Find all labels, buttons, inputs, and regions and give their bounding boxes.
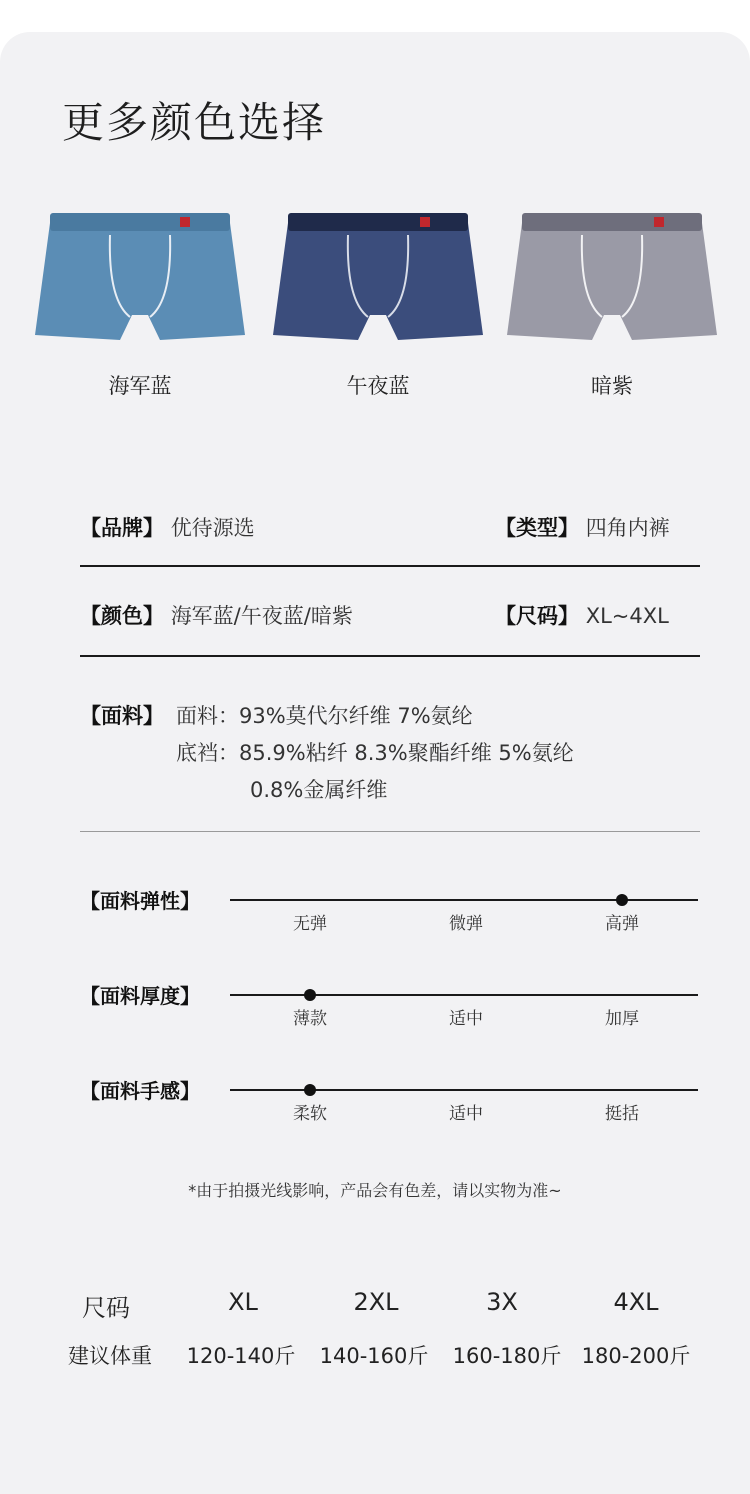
type-value: 四角内裤 bbox=[585, 516, 670, 540]
type-group bbox=[495, 512, 670, 542]
fabric-line-1: 面料：93%莫代尔纤维 7%氨纶 bbox=[176, 704, 473, 728]
spec-row-fabric bbox=[80, 700, 700, 802]
scale-marker bbox=[304, 989, 316, 1001]
scale-tick: 挺括 bbox=[605, 1104, 639, 1124]
color-swatch-purple[interactable] bbox=[502, 205, 722, 398]
color-label: 【颜色】 bbox=[80, 604, 164, 628]
scale-tick: 适中 bbox=[449, 1009, 483, 1029]
weight-cell: 140-160斤 bbox=[319, 1344, 429, 1368]
divider bbox=[80, 655, 700, 657]
scale-tick: 高弹 bbox=[605, 914, 639, 934]
size-label: 【尺码】 bbox=[495, 604, 579, 628]
size-cell: 4XL bbox=[613, 1288, 659, 1316]
scale-label: 【面料手感】 bbox=[80, 1079, 200, 1103]
scale-tick: 无弹 bbox=[293, 914, 327, 934]
fabric-line-3: 0.8%金属纤维 bbox=[250, 778, 388, 802]
boxer-image bbox=[268, 205, 488, 355]
boxer-image bbox=[502, 205, 722, 355]
size-cell: 3X bbox=[486, 1288, 518, 1316]
scale-label: 【面料厚度】 bbox=[80, 984, 200, 1008]
divider bbox=[80, 565, 700, 567]
weight-cell: 160-180斤 bbox=[452, 1344, 562, 1368]
divider bbox=[80, 831, 700, 832]
page-title: 更多颜色选择 bbox=[62, 98, 327, 147]
color-swatch-midnight[interactable] bbox=[268, 205, 488, 398]
scale-line bbox=[230, 1089, 698, 1091]
color-value: 海军蓝/午夜蓝/暗紫 bbox=[170, 604, 353, 628]
size-header: 尺码 bbox=[82, 1294, 130, 1322]
boxer-image bbox=[30, 205, 250, 355]
spec-row-color bbox=[80, 600, 700, 630]
type-label: 【类型】 bbox=[495, 516, 579, 540]
weight-header: 建议体重 bbox=[68, 1344, 152, 1368]
brand-label: 【品牌】 bbox=[80, 516, 164, 540]
scale-thickness bbox=[80, 980, 700, 1050]
scale-tick: 微弹 bbox=[449, 914, 483, 934]
scale-line bbox=[230, 994, 698, 996]
size-cell: XL bbox=[228, 1288, 258, 1316]
fabric-line-2: 底裆：85.9%粘纤 8.3%聚酯纤维 5%氨纶 bbox=[176, 741, 574, 765]
scale-marker bbox=[616, 894, 628, 906]
weight-cell: 120-140斤 bbox=[186, 1344, 296, 1368]
spec-row-brand bbox=[80, 512, 700, 542]
brand-value: 优待源选 bbox=[170, 516, 255, 540]
weight-cell: 180-200斤 bbox=[581, 1344, 691, 1368]
scale-tick: 薄款 bbox=[293, 1009, 327, 1029]
size-value: XL~4XL bbox=[585, 604, 669, 628]
scale-tick: 加厚 bbox=[605, 1009, 639, 1029]
size-cell: 2XL bbox=[353, 1288, 399, 1316]
color-disclaimer: *由于拍摄光线影响，产品会有色差，请以实物为准~ bbox=[188, 1181, 562, 1200]
color-swatch-navy[interactable] bbox=[30, 205, 250, 398]
scale-marker bbox=[304, 1084, 316, 1096]
scale-tick: 柔软 bbox=[293, 1104, 327, 1124]
color-name: 海军蓝 bbox=[108, 374, 172, 398]
color-name: 午夜蓝 bbox=[346, 374, 410, 398]
scale-elasticity bbox=[80, 885, 700, 955]
scale-tick: 适中 bbox=[449, 1104, 483, 1124]
color-name: 暗紫 bbox=[591, 374, 633, 398]
size-group bbox=[495, 600, 669, 630]
fabric-label: 【面料】 bbox=[80, 704, 164, 728]
scale-label: 【面料弹性】 bbox=[80, 889, 200, 913]
scale-handfeel bbox=[80, 1075, 700, 1145]
